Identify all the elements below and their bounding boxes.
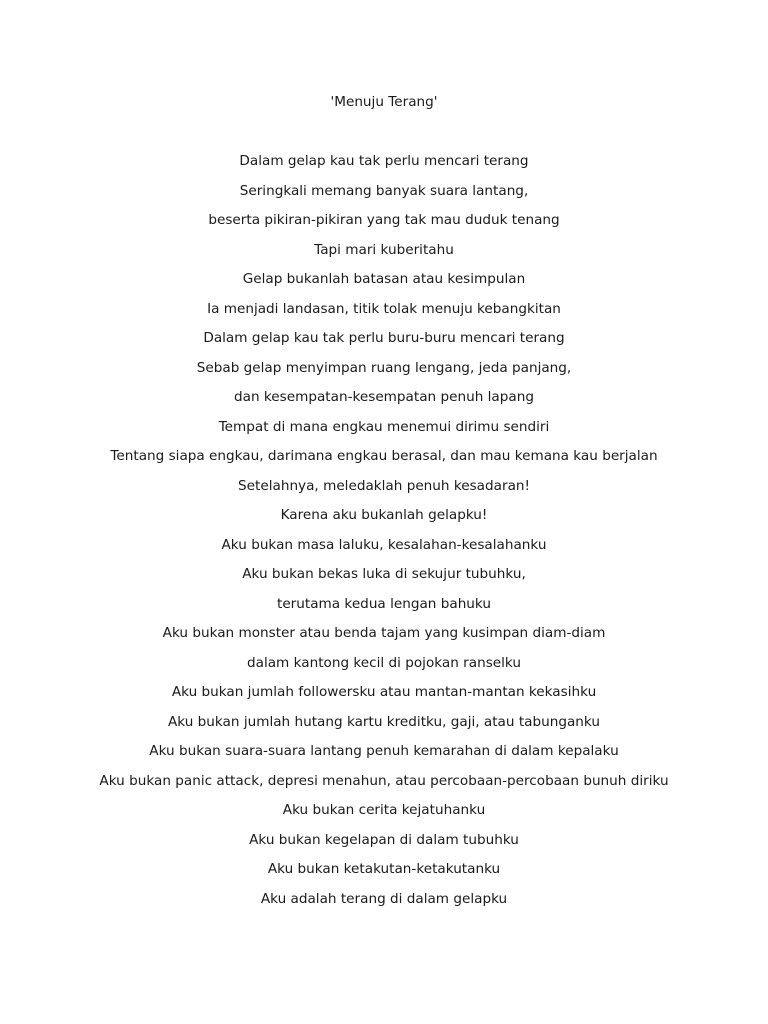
- poem-line: Dalam gelap kau tak perlu buru-buru mencari terang: [203, 330, 565, 346]
- poem-line: Gelap bukanlah batasan atau kesimpulan: [242, 271, 526, 287]
- poem-lines: [0, 147, 768, 914]
- poem-line: Aku bukan masa laluku, kesalahan-kesalahanku: [221, 536, 547, 553]
- poem-line: Aku bukan jumlah followersku atau mantan-mantan kekasihku: [171, 684, 597, 700]
- poem-line: Aku bukan ketakutan-ketakutanku: [267, 861, 501, 877]
- poem-line: terutama kedua lengan bahuku: [276, 595, 491, 612]
- poem-line: Sebab gelap menyimpan ruang lengang, jeda panjang,: [196, 359, 572, 376]
- poem-line: Tapi mari kuberitahu: [314, 241, 454, 258]
- poem-line: Dalam gelap kau tak perlu mencari terang: [239, 153, 529, 169]
- poem-line: Aku bukan monster atau benda tajam yang kusimpan diam-diam: [162, 625, 606, 641]
- poem-line: Aku bukan suara-suara lantang penuh kemarahan di dalam kepalaku: [149, 743, 619, 759]
- poem-line: Aku bukan jumlah hutang kartu kreditku, gaji, atau tabunganku: [167, 713, 600, 730]
- poem-line: Aku bukan cerita kejatuhanku: [282, 802, 486, 818]
- poem-line: beserta pikiran-pikiran yang tak mau duduk tenang: [208, 212, 560, 228]
- poem-line: Ia menjadi landasan, titik tolak menuju kebangkitan: [207, 300, 561, 317]
- poem-line: Aku bukan kegelapan di dalam tubuhku: [249, 831, 519, 848]
- poem-line: Aku bukan bekas luka di sekujur tubuhku,: [242, 566, 526, 582]
- poem-line: dan kesempatan-kesempatan penuh lapang: [234, 389, 534, 405]
- poem-line: Karena aku bukanlah gelapku!: [280, 507, 488, 523]
- poem-line: Setelahnya, meledaklah penuh kesadaran!: [238, 477, 530, 494]
- poem-title: 'Menuju Terang': [330, 94, 438, 110]
- poem-line: Tentang siapa engkau, darimana engkau berasal, dan mau kemana kau berjalan: [110, 448, 658, 464]
- poem-line: Tempat di mana engkau menemui dirimu sendiri: [218, 418, 550, 435]
- poem-line: Aku bukan panic attack, depresi menahun, atau percobaan-percobaan bunuh diriku: [99, 772, 669, 789]
- poem-line: dalam kantong kecil di pojokan ranselku: [246, 654, 521, 671]
- poem-line: Aku adalah terang di dalam gelapku: [260, 890, 508, 907]
- poem: [0, 88, 768, 914]
- poem-line: Seringkali memang banyak suara lantang,: [239, 182, 529, 199]
